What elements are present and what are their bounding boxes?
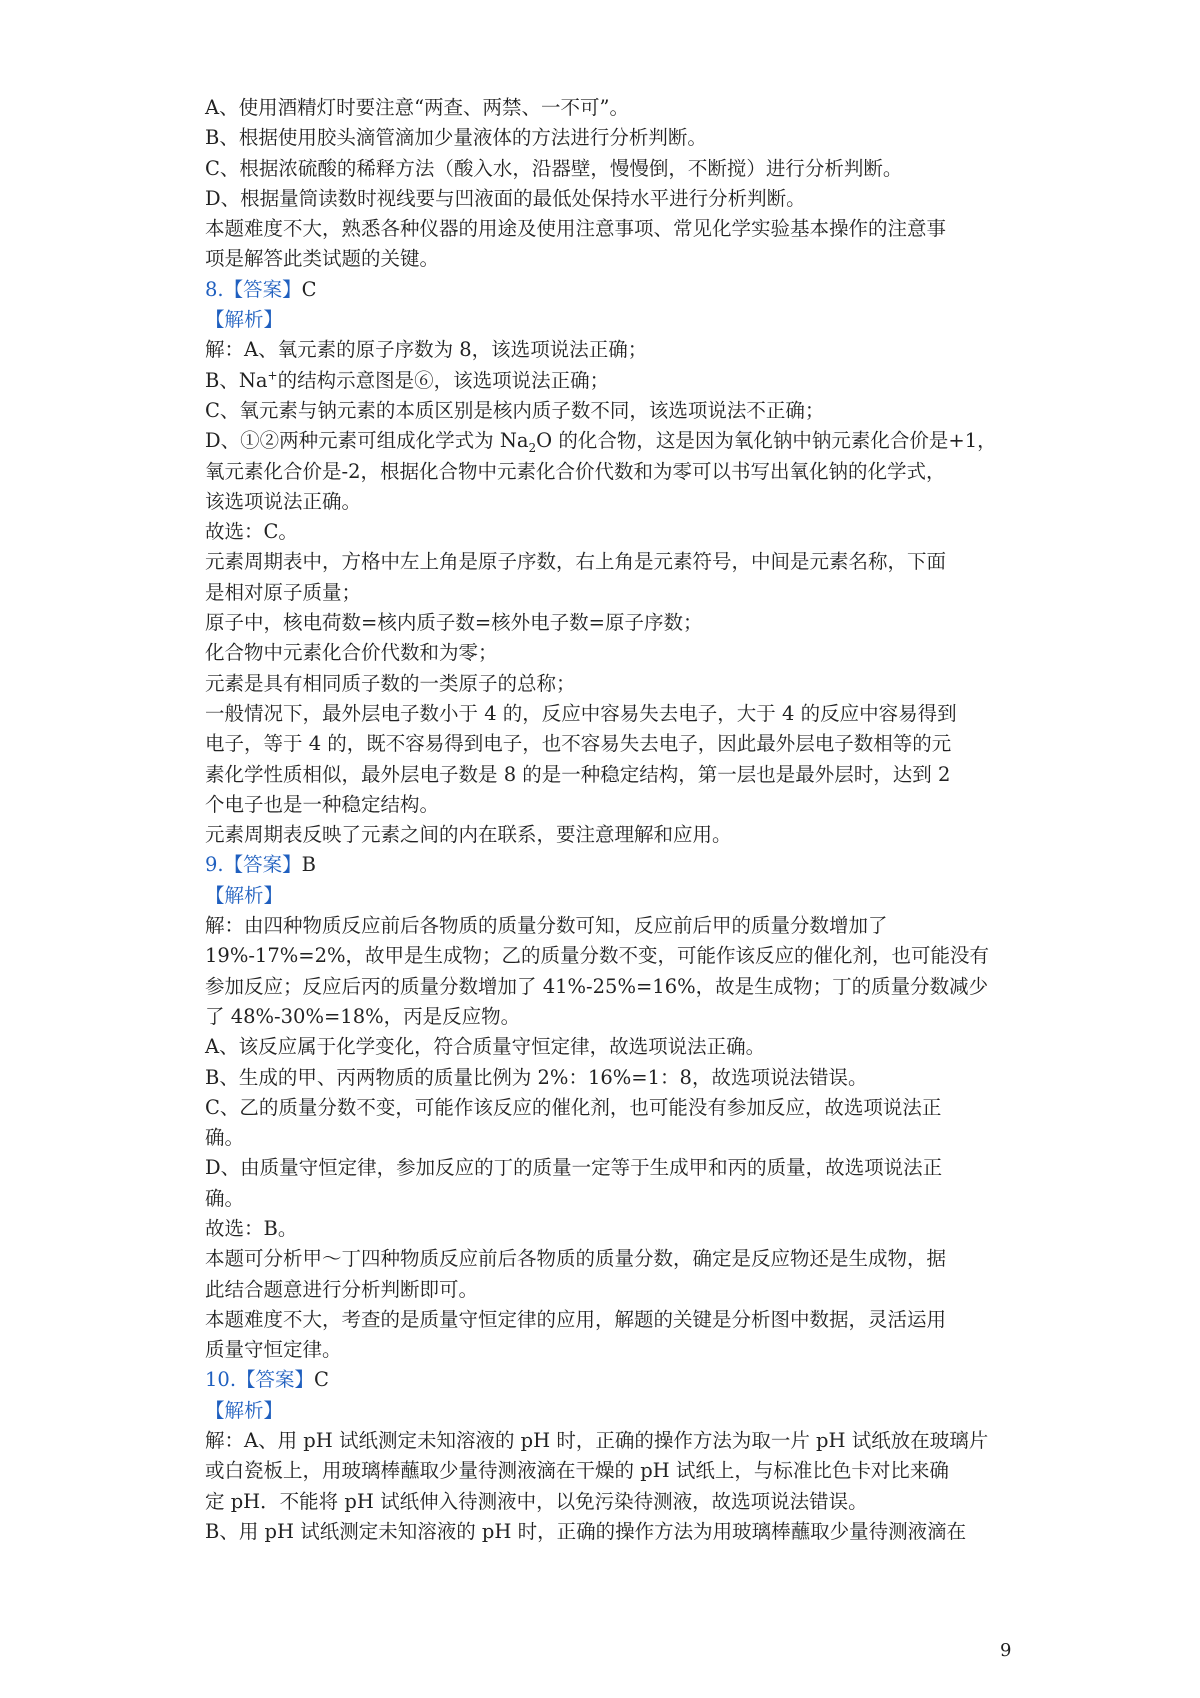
text-line: 是相对原子质量； [205,580,362,604]
text-line: B、根据使用胶头滴管滴加少量液体的方法进行分析判断。 [205,126,707,150]
text-line: 质量守恒定律。 [205,1338,342,1362]
text-line: C、氧元素与钠元素的本质区别是核内质子数不同，该选项说法不正确； [205,398,825,422]
text-line: 解：由四种物质反应前后各物质的质量分数可知，反应前后甲的质量分数增加了 [205,914,888,938]
text-line: 一般情况下，最外层电子数小于 4 的，反应中容易失去电子，大于 4 的反应中容易得到 [205,701,957,725]
answer-value: C [314,1368,329,1392]
text-line: 素化学性质相似，最外层电子数是 8 的是一种稳定结构，第一层也是最外层时，达到 2 [205,762,951,786]
text-line: 19%-17%=2%，故甲是生成物；乙的质量分数不变，可能作该反应的催化剂，也可能没有 [205,944,990,968]
text-line [205,366,1015,396]
text-line: 故选：C。 [205,520,298,544]
text-line: C、乙的质量分数不变，可能作该反应的催化剂，也可能没有参加反应，故选项说法正 [205,1095,942,1119]
text-line: 项是解答此类试题的关键。 [205,247,440,271]
answer-heading-q8 [205,275,1015,305]
text-line: 确。 [205,1126,245,1150]
answer-heading-q10 [205,1365,1015,1395]
analysis-label: 【解析】 [205,1398,284,1422]
text-line: 确。 [205,1186,245,1210]
text-line: 解：A、用 pH 试纸测定未知溶液的 pH 时，正确的操作方法为取一片 pH 试纸放在玻璃片 [205,1429,989,1453]
text-line: 或白瓷板上，用玻璃棒蘸取少量待测液滴在干燥的 pH 试纸上，与标准比色卡对比来确 [205,1459,949,1483]
text-line: 化合物中元素化合价代数和为零； [205,641,498,665]
text-line: A、该反应属于化学变化，符合质量守恒定律，故选项说法正确。 [205,1035,766,1059]
answer-value: B [301,853,316,877]
text-line: 了 48%-30%=18%，丙是反应物。 [205,1004,521,1028]
text-line: D、由质量守恒定律，参加反应的丁的质量一定等于生成甲和丙的质量，故选项说法正 [205,1156,943,1180]
answer-label: 【答案】 [236,1368,315,1392]
text-span: D、①②两种元素可组成化学式为 Na [205,429,529,453]
text-line: C、根据浓硫酸的稀释方法（酸入水，沿器壁，慢慢倒，不断搅）进行分析判断。 [205,156,903,180]
answer-heading-q9 [205,850,1015,880]
text-line: 元素周期表中，方格中左上角是原子序数，右上角是元素符号，中间是元素名称，下面 [205,550,947,574]
answer-label: 【答案】 [223,853,302,877]
superscript: + [267,368,278,383]
text-line: 元素是具有相同质子数的一类原子的总称； [205,671,576,695]
text-line: 原子中，核电荷数=核内质子数=核外电子数=原子序数； [205,611,703,635]
subscript: 2 [528,441,537,456]
text-line: 解：A、氧元素的原子序数为 8，该选项说法正确； [205,338,648,362]
page-number: 9 [1000,1640,1012,1661]
text-line: B、生成的甲、丙两物质的质量比例为 2%：16%=1：8，故选项说法错误。 [205,1065,868,1089]
text-line: 本题难度不大，熟悉各种仪器的用途及使用注意事项、常见化学实验基本操作的注意事 [205,217,947,241]
text-span: 的结构示意图是⑥，该选项说法正确； [277,368,610,392]
document-page [205,93,1015,1547]
text-span: B、Na [205,368,268,392]
text-line: B、用 pH 试纸测定未知溶液的 pH 时，正确的操作方法为用玻璃棒蘸取少量待测液滴在 [205,1519,967,1543]
answer-value: C [301,277,317,301]
text-line: 此结合题意进行分析判断即可。 [205,1277,479,1301]
analysis-label: 【解析】 [205,308,284,332]
text-line: 元素周期表反映了元素之间的内在联系，要注意理解和应用。 [205,823,732,847]
text-line: 本题难度不大，考查的是质量守恒定律的应用，解题的关键是分析图中数据，灵活运用 [205,1307,947,1331]
text-line: 个电子也是一种稳定结构。 [205,792,440,816]
answer-label: 【答案】 [223,277,302,301]
analysis-label: 【解析】 [205,883,284,907]
question-number: 9. [205,853,224,877]
text-line: 参加反应；反应后丙的质量分数增加了 41%-25%=16%，故是生成物；丁的质量分数减少 [205,974,989,998]
text-span: O 的化合物，这是因为氧化钠中钠元素化合价是+1， [536,429,997,453]
text-line: 定 pH．不能将 pH 试纸伸入待测液中，以免污染待测液，故选项说法错误。 [205,1489,868,1513]
question-number: 10. [205,1368,237,1392]
question-number: 8. [205,277,224,301]
text-line: 本题可分析甲～丁四种物质反应前后各物质的质量分数，确定是反应物还是生成物，据 [205,1247,947,1271]
text-line: 氧元素化合价是-2，根据化合物中元素化合价代数和为零可以书写出氧化钠的化学式， [205,459,946,483]
text-line [205,426,1015,456]
text-line: A、使用酒精灯时要注意“两查、两禁、一不可”。 [205,96,630,119]
text-line: D、根据量筒读数时视线要与凹液面的最低处保持水平进行分析判断。 [205,186,806,210]
text-line: 电子，等于 4 的，既不容易得到电子，也不容易失去电子，因此最外层电子数相等的元 [205,732,952,756]
text-line: 故选：B。 [205,1216,298,1240]
text-line: 该选项说法正确。 [205,489,362,513]
